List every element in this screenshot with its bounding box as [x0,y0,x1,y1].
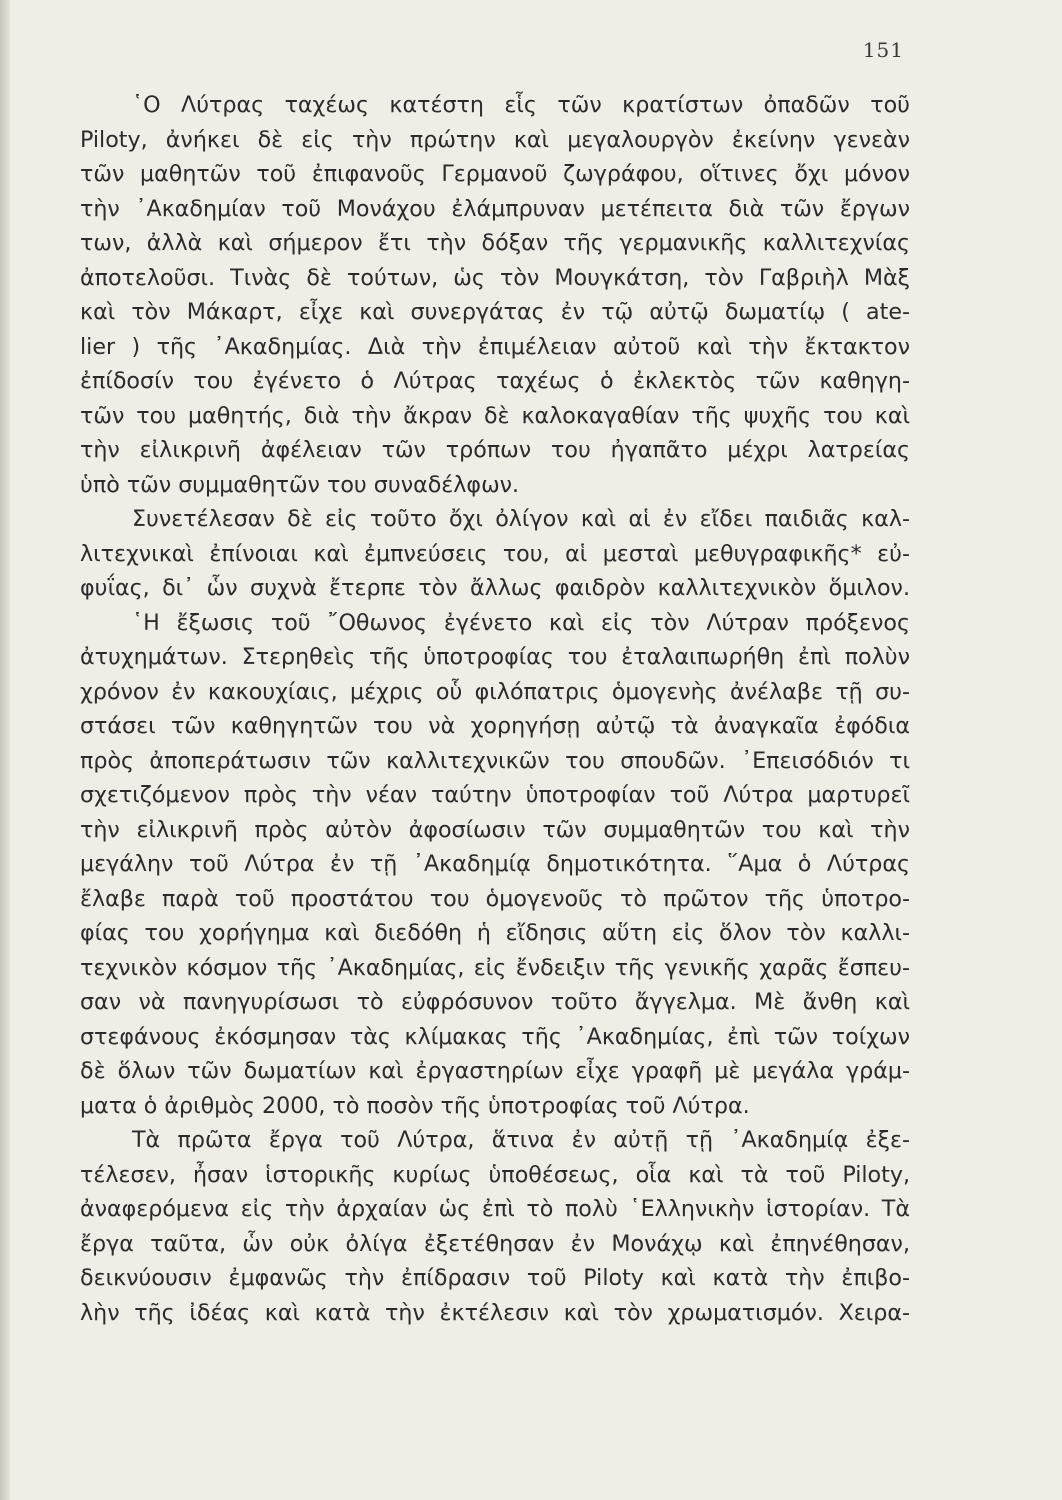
text-line: δὲ ὅλων τῶν δωματίων καὶ ἐργαστηρίων εἶχε γραφῆ μὲ μεγάλα γράμ- [80,1058,910,1084]
text-line: σχετιζόμενον πρὸς τὴν νέαν ταύτην ὑποτροφίαν τοῦ Λύτρα μαρτυρεῖ [80,782,910,808]
text-line: στεφάνους ἐκόσμησαν τὰς κλίμακας τῆς ᾿Ακαδημίας, ἐπὶ τῶν τοίχων [80,1023,910,1050]
text-line: πρὸς ἀποπεράτωσιν τῶν καλλιτεχνικῶν του σπουδῶν. ᾿Επεισόδιόν τι [80,747,910,774]
text-line: καὶ τὸν Μάκαρτ, εἶχε καὶ συνεργάτας ἐν τῷ αὐτῷ δωματίῳ ( ate- [80,299,910,325]
text-line: λὴν τῆς ἰδέας καὶ κατὰ τὴν ἐκτέλεσιν καὶ τὸν χρωματισμόν. Χειρα- [80,1299,910,1326]
text-line: φίας του χορήγημα καὶ διεδόθη ἡ εἴδησις αὕτη εἰς ὅλον τὸν καλλι- [80,920,910,946]
text-line: ἐπίδοσίν του ἐγένετο ὁ Λύτρας ταχέως ὁ ἐκλεκτὸς τῶν καθηγη- [80,368,910,394]
text-line: ὑπὸ τῶν συμμαθητῶν του συναδέλφων. [80,471,520,498]
page-spine-shadow [0,0,10,1500]
text-line: τὴν εἰλικρινῆ ἀφέλειαν τῶν τρόπων του ἠγαπᾶτο μέχρι λατρείας [80,437,910,463]
text-line: τεχνικὸν κόσμον τῆς ᾿Ακαδημίας, εἰς ἔνδειξιν τῆς γενικῆς χαρᾶς ἔσπευ- [80,954,910,981]
text-line: τῶν μαθητῶν τοῦ ἐπιφανοῦς Γερμανοῦ ζωγράφου, οἵτινες ὄχι μόνον [80,161,910,187]
text-line: ἔλαβε παρὰ τοῦ προστάτου του ὁμογενοῦς τὸ πρῶτον τῆς ὑποτρο- [80,885,910,912]
text-line: φυΐας, δι᾽ ὧν συχνὰ ἔτερπε τὸν ἄλλως φαιδρὸν καλλιτεχνικὸν ὅμιλον. [80,575,910,601]
text-line: των, ἀλλὰ καὶ σήμερον ἔτι τὴν δόξαν τῆς γερμανικῆς καλλιτεχνίας [80,230,910,256]
body-text [80,88,910,1330]
text-line: Τὰ πρῶτα ἔργα τοῦ Λύτρα, ἅτινα ἐν αὐτῇ τῇ ᾿Ακαδημίᾳ ἐξε- [132,1127,910,1153]
text-line: χρόνον ἐν κακουχίαις, μέχρις οὗ φιλόπατρις ὁμογενὴς ἀνέλαβε τῇ συ- [80,678,910,705]
text-line: τὴν ᾿Ακαδημίαν τοῦ Μονάχου ἐλάμπρυναν μετέπειτα διὰ τῶν ἔργων [80,195,910,222]
text-line: λιτεχνικαὶ ἐπίνοιαι καὶ ἐμπνεύσεις του, αἱ μεσταὶ μεθυγραφικῆς* εὐ- [80,540,910,567]
text-line: στάσει τῶν καθηγητῶν του νὰ χορηγήσῃ αὐτῷ τὰ ἀναγκαῖα ἐφόδια [80,713,910,739]
text-line: ἀτυχημάτων. Στερηθεὶς τῆς ὑποτροφίας του ἐταλαιπωρήθη ἐπὶ πολὺν [80,644,910,670]
text-line: ἀποτελοῦσι. Τινὰς δὲ τούτων, ὡς τὸν Μουγκάτση, τὸν Γαβριὴλ Μὰξ [80,264,910,291]
text-line: δεικνύουσιν ἐμφανῶς τὴν ἐπίδρασιν τοῦ Piloty καὶ κατὰ τὴν ἐπιβο- [80,1265,910,1291]
text-line: ῾Η ἔξωσις τοῦ ῎Οθωνος ἐγένετο καὶ εἰς τὸν Λύτραν πρόξενος [132,609,910,636]
page-number: 151 [862,38,904,62]
text-line: lier ) τῆς ᾿Ακαδημίας. Διὰ τὴν ἐπιμέλειαν αὐτοῦ καὶ τὴν ἔκτακτον [80,333,910,360]
text-line: μεγάλην τοῦ Λύτρα ἐν τῇ ᾿Ακαδημίᾳ δημοτικότητα. ῞Αμα ὁ Λύτρας [80,851,910,877]
text-line: Piloty, ἀνήκει δὲ εἰς τὴν πρώτην καὶ μεγαλουργὸν ἐκείνην γενεὰν [80,126,910,153]
text-line: ματα ὁ ἀριθμὸς 2000, τὸ ποσὸν τῆς ὑποτροφίας τοῦ Λύτρα. [80,1092,750,1119]
text-line: τέλεσεν, ἦσαν ἱστορικῆς κυρίως ὑποθέσεως, οἷα καὶ τὰ τοῦ Piloty, [80,1161,910,1188]
text-line: ἀναφερόμενα εἰς τὴν ἀρχαίαν ὡς ἐπὶ τὸ πολὺ ῾Ελληνικὴν ἱστορίαν. Τὰ [80,1196,910,1222]
text-line: σαν νὰ πανηγυρίσωσι τὸ εὐφρόσυνον τοῦτο ἄγγελμα. Μὲ ἄνθη καὶ [80,989,910,1015]
text-line: τῶν του μαθητής, διὰ τὴν ἄκραν δὲ καλοκαγαθίαν τῆς ψυχῆς του καὶ [80,402,910,429]
text-line: τὴν εἰλικρινῆ πρὸς αὐτὸν ἀφοσίωσιν τῶν συμμαθητῶν του καὶ τὴν [80,816,910,843]
text-line: Συνετέλεσαν δὲ εἰς τοῦτο ὄχι ὀλίγον καὶ αἱ ἐν εἴδει παιδιᾶς καλ- [132,506,910,532]
text-line: ἔργα ταῦτα, ὧν οὐκ ὀλίγα ἐξετέθησαν ἐν Μονάχῳ καὶ ἐπηνέθησαν, [80,1230,910,1257]
text-line: ῾Ο Λύτρας ταχέως κατέστη εἷς τῶν κρατίστων ὀπαδῶν τοῦ [132,92,910,118]
